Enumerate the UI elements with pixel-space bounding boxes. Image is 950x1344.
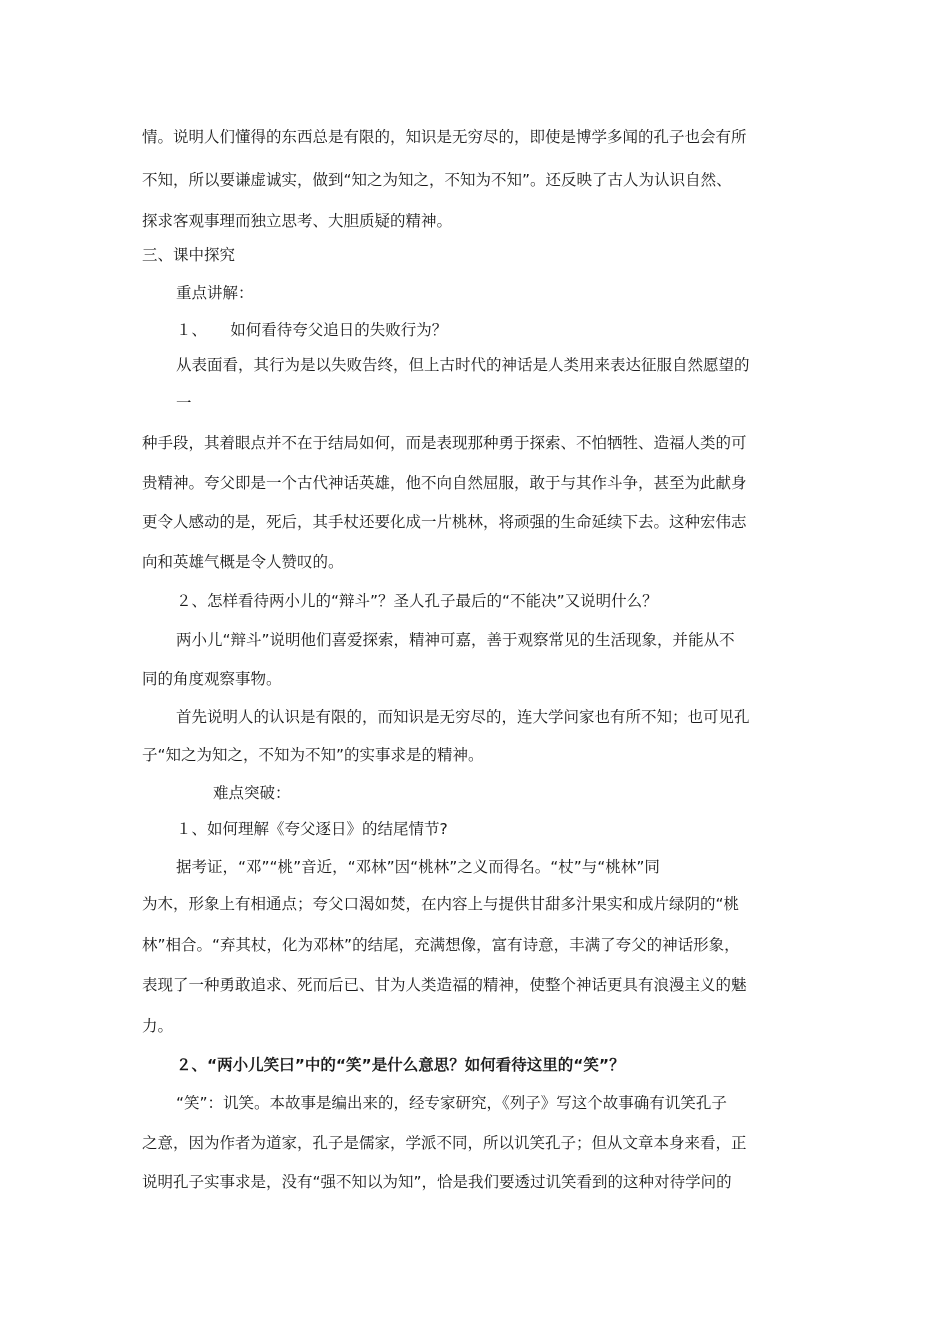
question-heading: １、 如何看待夸父追日的失败行为？ xyxy=(176,321,448,339)
text-line: 不知，所以要谦虚诚实，做到“知之为知之，不知为不知”。还反映了古人为认识自然、 xyxy=(142,171,732,189)
text-line: 子“知之为知之，不知为不知”的实事求是的精神。 xyxy=(142,746,484,764)
question-heading: ２、“两小儿笑曰”中的“笑”是什么意思？如何看待这里的“笑”？ xyxy=(176,1056,625,1074)
text-line: 两小儿“辩斗”说明他们喜爱探索，精神可嘉，善于观察常见的生活现象，并能从不 xyxy=(176,631,735,649)
question-heading: １、如何理解《夸父逐日》的结尾情节? xyxy=(176,820,448,838)
text-line: 之意，因为作者为道家，孔子是儒家，学派不同，所以讥笑孔子；但从文章本身来看，正 xyxy=(142,1134,747,1152)
text-line: “笑”：讥笑。本故事是编出来的，经专家研究，《列子》写这个故事确有讥笑孔子 xyxy=(176,1094,727,1112)
text-line: 说明孔子实事求是，没有“强不知以为知”，恰是我们要透过讥笑看到的这种对待学问的 xyxy=(142,1173,732,1191)
text-line: 探求客观事理而独立思考、大胆质疑的精神。 xyxy=(142,212,453,230)
text-line: 情。说明人们懂得的东西总是有限的，知识是无穷尽的，即使是博学多闻的孔子也会有所 xyxy=(142,128,747,146)
text-line: 据考证，“邓”“桃”音近，“邓林”因“桃林”之义而得名。“杖”与“桃林”同 xyxy=(176,858,660,876)
section-heading: 三、课中探究 xyxy=(142,246,236,264)
text-line: 从表面看，其行为是以失败告终，但上古时代的神话是人类用来表达征服自然愿望的 xyxy=(176,356,750,374)
text-line: 同的角度观察事物。 xyxy=(142,670,282,688)
text-line: 种手段，其着眼点并不在于结局如何，而是表现那种勇于探索、不怕牺牲、造福人类的可 xyxy=(142,434,747,452)
subsection-heading: 重点讲解： xyxy=(176,284,254,302)
text-line: 表现了一种勇敢追求、死而后已、甘为人类造福的精神，使整个神话更具有浪漫主义的魅 xyxy=(142,976,747,994)
text-line: 一 xyxy=(176,394,192,412)
question-heading: ２、怎样看待两小儿的“辩斗”？圣人孔子最后的“不能决”又说明什么？ xyxy=(176,592,658,610)
subsection-heading: 难点突破： xyxy=(213,784,291,802)
text-line: 林”相合。“弃其杖，化为邓林”的结尾，充满想像，富有诗意，丰满了夸父的神话形象， xyxy=(142,936,740,954)
text-line: 贵精神。夸父即是一个古代神话英雄，他不向自然屈服，敢于与其作斗争，甚至为此献身 xyxy=(142,474,747,492)
text-line: 力。 xyxy=(142,1017,174,1035)
text-line: 更令人感动的是，死后，其手杖还要化成一片桃林，将顽强的生命延续下去。这种宏伟志 xyxy=(142,513,747,531)
text-line: 首先说明人的认识是有限的，而知识是无穷尽的，连大学问家也有所不知；也可见孔 xyxy=(176,708,750,726)
text-line: 为木，形象上有相通点；夸父口渴如焚，在内容上与提供甘甜多汁果实和成片绿阴的“桃 xyxy=(142,895,740,913)
text-line: 向和英雄气概是令人赞叹的。 xyxy=(142,553,344,571)
